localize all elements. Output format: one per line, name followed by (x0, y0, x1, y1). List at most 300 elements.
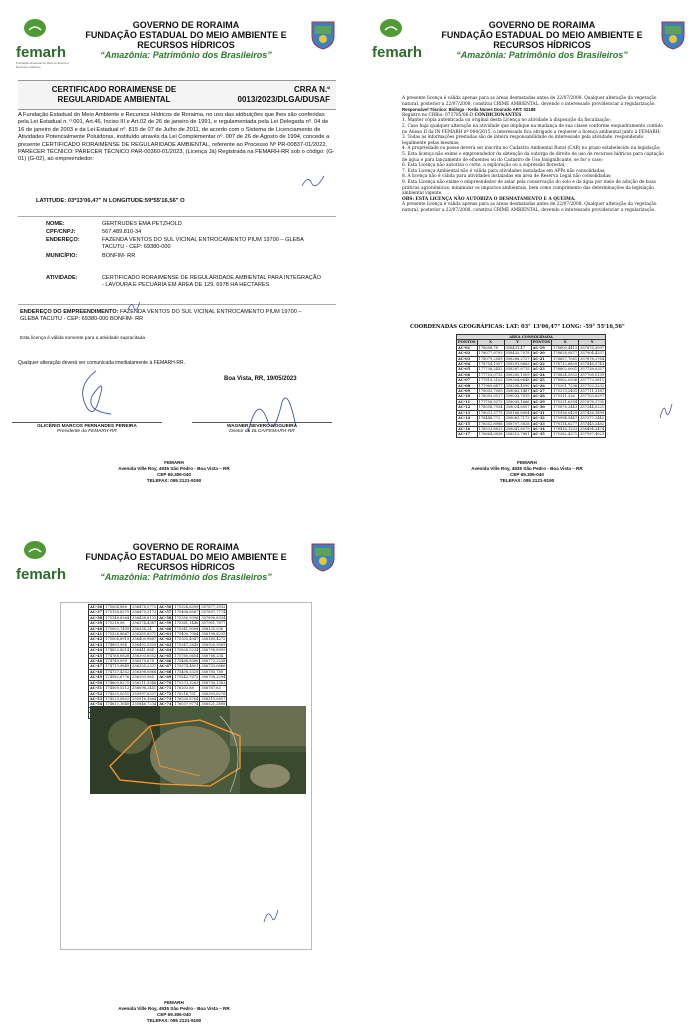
validity-note: Esta licença é válida somente para a atividade supracitada (20, 336, 146, 341)
table-cell: AC-74 (159, 702, 172, 707)
table-cell: AC-34 (531, 426, 552, 431)
table-cell: AC-23 (531, 367, 552, 372)
table-cell: 356730,1383 (201, 680, 226, 685)
table-cell: AC-57 (159, 610, 172, 615)
table-cell: 357772,3811 (580, 378, 605, 383)
table-cell: 356211,5546 (132, 680, 157, 685)
table-cell: 356185,4272 (201, 637, 226, 642)
table-cell: AC-24 (531, 372, 552, 377)
table-cell: 175574,4801 (174, 664, 199, 669)
table-cell: 178031,3775 (478, 410, 503, 415)
table-cell: 175003,7499 (105, 626, 130, 631)
conditions-title: CONDICIONANTES (474, 112, 522, 118)
table-cell: 357738,0357 (580, 367, 605, 372)
table-cell: 174820,8014 (105, 648, 130, 653)
table-cell: 356293,965 (131, 675, 158, 680)
table-cell: 178077,8793 (478, 351, 503, 356)
femarh-logo (16, 18, 76, 69)
table-cell: 175780,0654 (174, 653, 199, 658)
table-cell: 174713,9849 (105, 664, 130, 669)
sig2-role: Diretor da DLGA/FEMARH-RR (229, 429, 295, 434)
table-cell: 175328,6399 (174, 605, 199, 609)
table-cell: 178533,8825 (478, 426, 503, 431)
table-cell: AC-72 (159, 691, 172, 696)
table-cell: 174529,0802 (105, 696, 130, 701)
table-cell: 356385,8571 (132, 632, 157, 637)
table-cell: AC-58 (159, 615, 172, 620)
column-header: PONTOS (458, 340, 476, 345)
footer-line3: CEP 69.306-040 (157, 1012, 191, 1017)
table-cell: 357711,3187 (580, 389, 605, 394)
table-cell: 177818,2102 (478, 378, 503, 383)
cpf-label: CPF/CNPJ: (46, 229, 76, 235)
page-header (6, 536, 342, 584)
table-cell: 174737,4352 (105, 669, 130, 674)
table-cell: AC-12 (457, 405, 478, 410)
table-cell: AC-33 (531, 421, 552, 426)
table-cell: 175347,2849 (174, 642, 199, 647)
handwritten-mark-2 (126, 300, 142, 314)
table-cell: 358083,7173 (505, 416, 530, 421)
table-cell: 357426,1899 (580, 410, 605, 415)
table-cell: 178657,7081 (553, 356, 578, 361)
table-cell: 356358,24 (131, 626, 158, 631)
table-cell: 358304,6648 (505, 378, 530, 383)
condition-item: 7. Esta Licença Ambiental não é válida para atividades instaladas em APPs não consolidadas; (402, 168, 606, 174)
conditions-list (402, 118, 664, 196)
table-cell: 175004,888 (104, 605, 131, 610)
table-cell: AC-64 (159, 648, 172, 653)
nome-label: NOME: (46, 221, 65, 227)
table-cell: 358287,8715 (505, 367, 530, 372)
state-crest-icon (660, 20, 686, 50)
table-cell: AC-50 (90, 680, 103, 685)
atividade-label: ATIVIDADE: (46, 275, 78, 281)
table-cell: 357676,2735 (580, 399, 605, 404)
page-certificate (6, 14, 342, 484)
empreendimento-box (18, 304, 336, 345)
table-cell: AC-19 (531, 345, 552, 350)
table-cell: 178005,7005 (478, 389, 503, 394)
table-cell: 356198,8235 (201, 632, 226, 637)
femarh-logo (16, 540, 76, 584)
table-cell: AC-40 (90, 626, 103, 631)
table-cell: AC-44 (90, 648, 103, 653)
table-cell: 178552,8988 (478, 421, 503, 426)
table-cell: 356733,0866 (201, 664, 226, 669)
table-cell: 174893,994 (104, 642, 131, 647)
table-cell: 358083,1487 (505, 389, 530, 394)
table-cell: 358288,2727 (505, 356, 530, 361)
table-cell: 358005,1666 (505, 399, 530, 404)
table-cell: 356379,678 (131, 659, 158, 664)
table-cell: AC-73 (159, 696, 172, 701)
table-cell: 358707,5828 (505, 421, 530, 426)
table-cell: AC-06 (457, 372, 478, 377)
table-cell: 356798,8995 (201, 648, 226, 653)
table-cell: 175305,4047 (174, 637, 199, 642)
table-cell: AC-61 (159, 632, 172, 637)
signatory-2 (192, 422, 332, 434)
table-cell: 175006,8919 (105, 637, 130, 642)
table-cell: AC-03 (457, 356, 478, 361)
table-cell: AC-28 (531, 394, 552, 399)
table-cell: 176530,8764 (174, 696, 199, 701)
table-cell: AC-07 (457, 378, 478, 383)
header-org1: GOVERNO DE RORAIMA (488, 20, 596, 30)
table-cell: 358166,8004 (505, 410, 530, 415)
table-cell: 357577,2442 (580, 416, 605, 421)
validity-paragraph-1: A presente licença é válida apenas para as áreas desmatadas antes de 22/07/2008. Qualquer alteração da vegetação natural, posterior a 22/07/2008, constitui CRIME AMBIENTAL, devendo o interessado providenciar a regularização. (402, 96, 657, 107)
table-cell: 175218,08 (104, 621, 131, 626)
condition-item: 5. Esta licença não exime o empreendedor da obtenção da outorga de direito de uso de recursos hídricos para captação de água e para lançamento de efluentes ou do Cadastro de Uso Insignificante, se for o caso; (402, 151, 664, 163)
table-cell: AC-16 (457, 426, 478, 431)
coordinates-table-continued (88, 604, 227, 719)
condition-item: 8. A licença não é válida para atividades instaladas em área de Reserva Legal não consolidadas; (402, 174, 612, 180)
column-header: Y (504, 340, 531, 345)
table-cell: AC-09 (457, 389, 478, 394)
table-cell: 357901,7677 (201, 621, 226, 626)
header-org2: FUNDAÇÃO ESTADUAL DO MEIO AMBIENTE E (85, 552, 287, 562)
table-cell: 178609,4413 (553, 345, 578, 350)
certificate-intro: A Fundação Estadual do Meio Ambiente e Recursos Hídricos de Roraima, no uso das atribuições que lhes são conferidas pela Lei Estadual n. º 001, Art.46, Inciso III e Art.02 de 26 de janeiro de 1991, e regulamentada pela Lei Delegada nº. 04 de 16 de janeiro de 2003 e da Lei Estadual nº. 815 de 07 de Julho de 2011, de acordo com o Sistema de Licenciamento de Atividades Potencialmente Poluidoras, instituído através da Lei Complementar nº. 007 de 26 de Agosto de 1994, concede a presente CERTIFICADO RORAIMENSE DE REGULARIDADE AMBIENTAL, referente ao Processo Nº PR-00837-01/2022. PARECER TÉCNICO: PARECER TÉCNICO PAR-00360-01/2023, (Licença Já) Registrada na FEMARH-RR sob o código: (G-01) (G-02), ao empreendedor: (18, 112, 335, 163)
page-header (362, 14, 692, 62)
table-cell: 358431,47 (504, 345, 531, 350)
table-cell: 358494,3474 (580, 426, 605, 431)
table-cell: AC-46 (90, 659, 103, 664)
table-cell: AC-27 (531, 389, 552, 394)
atividade-value: CERTIFICADO RORAIMENSE DE REGULARIDADE AMBIENTAL PARA INTEGRAÇÃO - LAVOURA E PECUÁRIA EM ÁREA DE 129, 6978 HA HECTARES (102, 275, 321, 288)
emp-address-value: FAZENDA VENTOS DO SUL VICINAL ENTROCAMENTO PIUM 19700 – GLEBA TACUTU - CEP: 69380-000 BONFIM- RR (20, 309, 302, 322)
table-cell: AC-38 (90, 615, 103, 620)
table-cell: AC-31 (531, 410, 552, 415)
obs-note: OBS: ESTA LICENÇA NÃO AUTORIZA O DESMATAMENTO E A QUEIMA. (402, 196, 576, 202)
table-cell: 175468,8586 (174, 659, 199, 664)
table-cell: AC-20 (531, 351, 552, 356)
table-cell: 175542,7675 (174, 675, 199, 680)
footer-line1: FEMARH (164, 1000, 184, 1005)
table-cell: 174749,099 (104, 659, 131, 664)
signature-1 (66, 366, 136, 426)
table-cell: 356519,0857 (201, 696, 226, 701)
header-org1: GOVERNO DE RORAIMA (132, 20, 240, 30)
table-cell: 358041,8079 (505, 426, 530, 431)
footer-line4: TELEFAX: 095 2121-9190 (499, 478, 555, 483)
emp-address-label: ENDEREÇO DO EMPREENDIMENTO: (20, 309, 119, 315)
table-cell: 175311,326 (552, 394, 579, 399)
table-cell: AC-13 (457, 410, 478, 415)
table-cell: 356438,8133 (132, 615, 157, 620)
table-cell: AC-45 (90, 653, 103, 658)
table-cell: 178802,0001 (553, 367, 578, 372)
satellite-map-image (90, 706, 306, 794)
table-cell: 175408,5328 (174, 669, 199, 674)
table-cell: 174613,1648 (105, 702, 130, 707)
table-cell: AC-52 (90, 691, 103, 696)
condition-item: 1. Manter cópia autenticada ou original desta Licença no atividade à disposição da fiscalização; (402, 118, 611, 124)
footer-line4: TELEFAX: 095 2121-9190 (146, 1018, 202, 1023)
header-title (76, 20, 296, 60)
header-motto: “Amazônia: Patrimônio dos Brasileiros” (456, 50, 628, 60)
table-cell: 175409,7084 (174, 632, 199, 637)
table-cell: AC-29 (531, 399, 552, 404)
header-motto: “Amazônia: Patrimônio dos Brasileiros” (100, 50, 272, 60)
municipio-value: BONFIM- RR (102, 253, 136, 259)
table-cell: 178079,2589 (478, 356, 503, 361)
table-cell: 357244,0221 (580, 405, 605, 410)
signatory-1 (12, 422, 162, 434)
footer-line1: FEMARH (517, 460, 537, 465)
table-cell: AC-71 (159, 686, 172, 691)
table-cell: 178416,1203 (553, 426, 578, 431)
page-footer (362, 460, 692, 484)
table-cell: 357904,4337 (580, 351, 605, 356)
table-cell: 177753,0732 (478, 372, 503, 377)
nome-value: GERTRUDES EMA PETZHOLD (102, 221, 182, 227)
table-cell: 178058,7934 (478, 405, 503, 410)
table-cell: 356374,4387 (132, 621, 157, 626)
table-cell: AC-70 (159, 680, 172, 685)
table-cell: AC-08 (457, 383, 478, 388)
page-footer (6, 1000, 342, 1024)
state-crest-icon (310, 20, 336, 50)
table-cell: AC-56 (159, 605, 172, 609)
table-cell: AC-22 (531, 362, 552, 367)
table-cell: 174533,0051 (105, 691, 130, 696)
logo-text: femarh (372, 44, 423, 61)
table-cell: 356393,8276 (201, 691, 226, 696)
table-cell: 175878,2443 (553, 405, 578, 410)
table-cell: 178902,0936 (553, 378, 578, 383)
endereco-value: FAZENDA VENTOS DO SUL VICINAL ENTROCAMENTO PIUM 19700 – GLEBA TACUTU - CEP: 69380-000 (102, 237, 304, 250)
table-cell: 175273,2401 (553, 389, 578, 394)
table-cell: 178628,0877 (553, 351, 578, 356)
table-cell: 178098,78 (477, 345, 504, 350)
page-conditions (362, 14, 692, 484)
condition-item: 2. Caso haja qualquer alteração na atividade que implique na mudança de sua classe conforme enquadramento contido no Anexo II da IN FEMARH nº 004/2015, o interessado fica obrigado a requerer a licença ambiental junto à FEMARH; (402, 123, 663, 135)
table-cell: 174788,0828 (105, 653, 130, 658)
crra-label: CRRA N.º (294, 85, 330, 94)
logo-subtitle: Fundação Estadual do Meio Ambiente e Recursos Hídricos (16, 61, 70, 69)
table-cell: 356393,8552 (132, 653, 157, 658)
table-cell: 355997,8337 (132, 691, 157, 696)
table-cell: AC-37 (90, 610, 103, 615)
footer-line3: CEP 69.306-040 (157, 472, 191, 477)
sig2-name: WAGNER SEVERO NOGUEIRA (226, 424, 298, 429)
table-cell: 356785,789 (200, 669, 227, 674)
sig1-role: Presidente da FEMARH-RR (57, 429, 117, 434)
table-cell: AC-53 (90, 696, 103, 701)
municipio-label: MUNICÍPIO: (46, 253, 78, 259)
table-cell: AC-01 (457, 345, 478, 350)
table-caption: ÁREA CONSOLIDADA (457, 335, 606, 340)
table-cell: AC-26 (531, 383, 552, 388)
table-cell: AC-30 (531, 405, 552, 410)
table-cell: 178824,5932 (553, 372, 578, 377)
footer-line4: TELEFAX: 095 2121-9190 (146, 478, 202, 483)
table-cell: 357997,4023 (580, 432, 605, 437)
footer-line2: Avenida Ville Roy, 4935 São Pedro - Boa Vista – RR (118, 466, 230, 471)
table-cell: AC-11 (457, 399, 478, 404)
table-cell: 176037,9774 (174, 702, 199, 707)
table-cell: 358291,8683 (505, 362, 530, 367)
table-cell: 178712,6809 (553, 362, 578, 367)
table-cell: 175331,6394 (553, 399, 578, 404)
table-cell: AC-60 (159, 626, 172, 631)
table-cell: 356493,5509 (132, 642, 157, 647)
column-header: X (552, 340, 579, 345)
table-cell: 174582,6776 (105, 675, 130, 680)
footer-line2: Avenida Ville Roy, 4935 São Pedro - Boa Vista – RR (471, 466, 583, 471)
crra-number: 0013/2023/DLGA/DUSAF (237, 95, 330, 104)
table-cell: 356355,2337 (132, 664, 157, 669)
table-cell: AC-17 (457, 432, 478, 437)
validity-paragraph-2: A presente licença é válida apenas para as áreas desmatadas antes de 22/07/2008. Qualquer alteração da vegetação natural, posterior a 22/07/2008, constitui CRIME AMBIENTAL, devendo o interessado providenciar a regularização. (402, 202, 657, 213)
table-cell: 356920,9569 (201, 642, 226, 647)
header-org2: FUNDAÇÃO ESTADUAL DO MEIO AMBIENTE E (85, 30, 287, 40)
table-cell: AC-47 (90, 664, 103, 669)
table-cell: 175138,8375 (105, 610, 130, 615)
coordinates-table (456, 334, 606, 438)
table-cell: AC-48 (90, 669, 103, 674)
table-cell: AC-41 (90, 632, 103, 637)
table-cell: AC-02 (457, 351, 478, 356)
table-cell: AC-39 (90, 621, 103, 626)
header-title (76, 542, 296, 582)
table-cell: 358024,8057 (505, 405, 530, 410)
table-cell: AC-04 (457, 362, 478, 367)
table-cell: 175936,0429 (553, 410, 578, 415)
table-cell: 356708,2294 (201, 675, 226, 680)
table-cell: AC-10 (457, 394, 478, 399)
table-cell: 357897,7774 (201, 610, 226, 615)
header-org3: RECURSOS HÍDRICOS (493, 40, 591, 50)
table-cell: 176216,701 (173, 691, 200, 696)
table-cell: AC-68 (159, 669, 172, 674)
cpf-value: 567.489.810-34 (102, 229, 142, 235)
header-org3: RECURSOS HÍDRICOS (137, 562, 235, 572)
table-cell: 175528,8667 (105, 632, 130, 637)
table-cell: 175828,5234 (174, 648, 199, 653)
femarh-logo (372, 18, 432, 62)
table-cell: 178093,9527 (478, 394, 503, 399)
table-cell: 356478,5772 (132, 605, 157, 609)
table-cell: AC-42 (90, 637, 103, 642)
table-cell: 175382,4371 (553, 432, 578, 437)
cert-title-line2: REGULARIDADE AMBIENTAL (57, 95, 171, 104)
table-cell: 356096,2451 (132, 686, 157, 691)
table-cell: 356521,2808 (201, 702, 226, 707)
table-cell: 357708,0139 (580, 372, 605, 377)
table-cell: 356787,63 (200, 686, 227, 691)
sig1-name: GLICÉRIO MARCOS FERNANDES PEREIRA (37, 424, 137, 429)
logo-text: femarh (16, 566, 67, 583)
table-cell: 358033,7815 (505, 394, 530, 399)
leaf-icon (20, 540, 50, 564)
state-crest-icon (310, 542, 336, 572)
table-cell: AC-36 (90, 605, 103, 609)
handwritten-mark-3 (658, 400, 674, 422)
certificate-title-box (18, 80, 336, 110)
table-cell: AC-65 (159, 653, 172, 658)
table-cell: 175341,9098 (174, 626, 199, 631)
column-header: Y (579, 340, 606, 345)
table-cell: 357703,6297 (580, 394, 605, 399)
table-cell: 175201,7236 (553, 383, 578, 388)
table-cell: 355846,7234 (132, 702, 157, 707)
table-cell: AC-69 (159, 675, 172, 680)
table-cell: 357876,2764 (580, 356, 605, 361)
table-cell: 175994,5447 (553, 416, 578, 421)
table-cell: 358289,1009 (505, 372, 530, 377)
table-cell: AC-25 (531, 378, 552, 383)
initials-mark (260, 906, 280, 926)
table-cell: AC-66 (159, 659, 172, 664)
table-cell: 356400,9687 (132, 637, 157, 642)
table-cell: 357702,3232 (580, 383, 605, 388)
leaf-icon (20, 18, 50, 42)
leaf-icon (376, 18, 406, 42)
table-cell: 174609,8275 (105, 680, 130, 685)
table-cell: 178114,6277 (553, 421, 578, 426)
table-cell: AC-43 (90, 642, 103, 647)
table-cell: 177969,6477 (478, 383, 503, 388)
table-cell: 358298,4090 (505, 383, 530, 388)
table-cell: AC-32 (531, 416, 552, 421)
handwritten-mark (300, 172, 330, 192)
condition-item: 4. A propriedade ou posse deverá ser inscrita no Cadastro Ambiental Rural (CAR) no prazo estabelecido na legislação; (402, 146, 661, 152)
table-cell: AC-54 (90, 702, 103, 707)
table-row (457, 432, 606, 437)
table-cell: 175148,8364 (105, 615, 130, 620)
table-cell: 356788,234 (200, 653, 227, 658)
table-cell: 177738,2452 (478, 367, 503, 372)
coordinates-title: COORDENADAS GEOGRÁFICAS: LAT: 03° 13'06,47" LONG: -59° 55'16,56" (410, 324, 625, 330)
table-cell: AC-63 (159, 642, 172, 647)
footer-line2: Avenida Ville Roy, 4935 São Pedro - Boa Vista – RR (118, 1006, 230, 1011)
place-date: Boa Vista, RR, 19/05/2023 (224, 376, 297, 382)
table-cell: 178754,1007 (478, 362, 503, 367)
table-cell: AC-35 (531, 432, 552, 437)
table-cell: 357877,3932 (201, 605, 226, 609)
table-cell: AC-49 (90, 675, 103, 680)
table-cell: 175408,8567 (174, 610, 199, 615)
logo-text: femarh (16, 44, 67, 61)
longitude: LONGITUDE:59º55'16,56" O (108, 198, 185, 204)
table-cell: 175361,1446 (174, 621, 199, 626)
table-cell: AC-14 (457, 416, 478, 421)
table-cell: 357875,3097 (580, 345, 605, 350)
table-cell: 175273,3283 (174, 680, 199, 685)
crbio-registration: Registro no CRBio: 073785/06-D (402, 112, 474, 118)
table-cell: 178664,0838 (478, 432, 503, 437)
table-cell: 355916,3664 (132, 696, 157, 701)
table-cell: 358513,7881 (505, 432, 530, 437)
page-header (6, 14, 342, 69)
conditions-body (402, 96, 664, 213)
header-org1: GOVERNO DE RORAIMA (132, 542, 240, 552)
header-org3: RECURSOS HÍDRICOS (137, 40, 235, 50)
table-cell: 356772,2238 (201, 659, 226, 664)
table-cell: 358135,536 (200, 626, 227, 631)
column-header: X (477, 340, 504, 345)
page-coordinates-map (6, 536, 342, 1024)
table-cell: 175350,9396 (174, 615, 199, 620)
condition-item: 9. Esta Licença não exime o empreendedor de zelar pela conservação do solo e da água por meio de adoção de boas práticas agronômicas, minimizar os impactos ambientais, bem como cumprimento das determinações da legislação ambiental vigente. (402, 179, 656, 197)
table-cell: 356475,3173 (132, 610, 157, 615)
table-cell: AC-15 (457, 421, 478, 426)
table-cell: 176203,88 (173, 686, 200, 691)
